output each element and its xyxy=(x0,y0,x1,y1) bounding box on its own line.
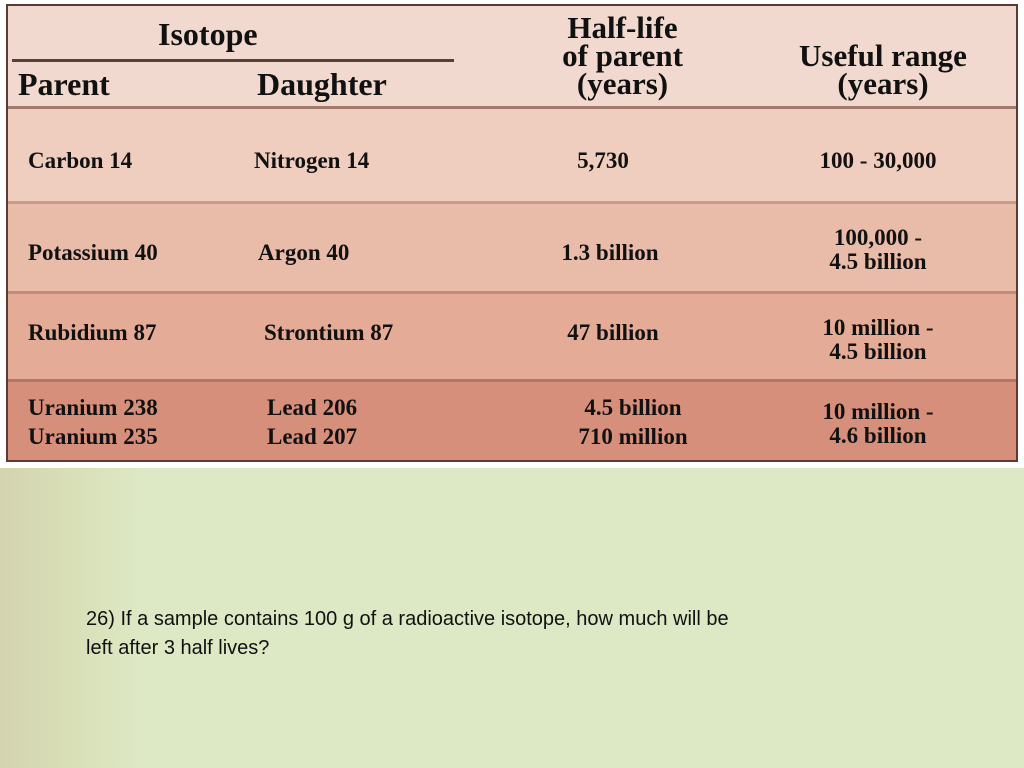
row2-half-life: 1.3 billion xyxy=(561,240,659,265)
question-line-1: 26) If a sample contains 100 g of a radioactive isotope, how much will be xyxy=(86,608,729,630)
row2-useful-range xyxy=(768,226,988,274)
row4-daughter-1: Lead 206 xyxy=(267,395,358,420)
row4-half-lives xyxy=(533,396,733,449)
header-half-life-line-1: Half-life xyxy=(567,10,678,45)
question-line-2: left after 3 half lives? xyxy=(86,637,270,659)
row4-useful-range-line-1: 10 million - xyxy=(822,399,934,424)
header-useful-range-line-1: Useful range xyxy=(799,38,967,73)
header-half-life xyxy=(515,10,730,101)
row3-useful-range-line-1: 10 million - xyxy=(822,315,934,340)
row4-useful-range xyxy=(768,400,988,448)
row4-parent-1: Uranium 238 xyxy=(28,395,158,420)
row1-half-life: 5,730 xyxy=(577,148,629,173)
row3-useful-range xyxy=(768,316,988,364)
isotope-table xyxy=(6,4,1018,462)
header-parent: Parent xyxy=(18,66,110,102)
row3-half-life: 47 billion xyxy=(567,320,659,345)
row2-useful-range-line-1: 100,000 - xyxy=(833,225,923,250)
row1-daughter: Nitrogen 14 xyxy=(254,148,370,173)
row3-daughter: Strontium 87 xyxy=(264,320,394,345)
row3-useful-range-line-2: 4.5 billion xyxy=(829,339,927,365)
row4-daughters xyxy=(267,396,357,449)
row4-half-life-1: 4.5 billion xyxy=(584,395,682,420)
header-half-life-line-2: of parent xyxy=(562,37,683,73)
row2-useful-range-line-2: 4.5 billion xyxy=(829,249,927,275)
header-half-life-line-3: (years) xyxy=(576,65,669,101)
row4-parents xyxy=(28,396,158,449)
header-useful-range xyxy=(753,38,1013,101)
row4-daughter-2: Lead 207 xyxy=(267,424,358,450)
row2-parent: Potassium 40 xyxy=(28,240,158,265)
isotope-header-rule xyxy=(12,59,454,62)
question-text xyxy=(86,605,946,663)
row2-daughter: Argon 40 xyxy=(258,240,350,265)
row4-parent-2: Uranium 235 xyxy=(28,424,158,450)
header-daughter: Daughter xyxy=(257,66,387,102)
row1-useful-range: 100 - 30,000 xyxy=(819,148,937,173)
row4-useful-range-line-2: 4.6 billion xyxy=(829,423,927,449)
header-useful-range-line-2: (years) xyxy=(837,65,929,101)
row1-parent: Carbon 14 xyxy=(28,148,133,173)
row4-half-life-2: 710 million xyxy=(578,424,688,450)
row3-parent: Rubidium 87 xyxy=(28,320,157,345)
header-isotope: Isotope xyxy=(158,16,258,52)
